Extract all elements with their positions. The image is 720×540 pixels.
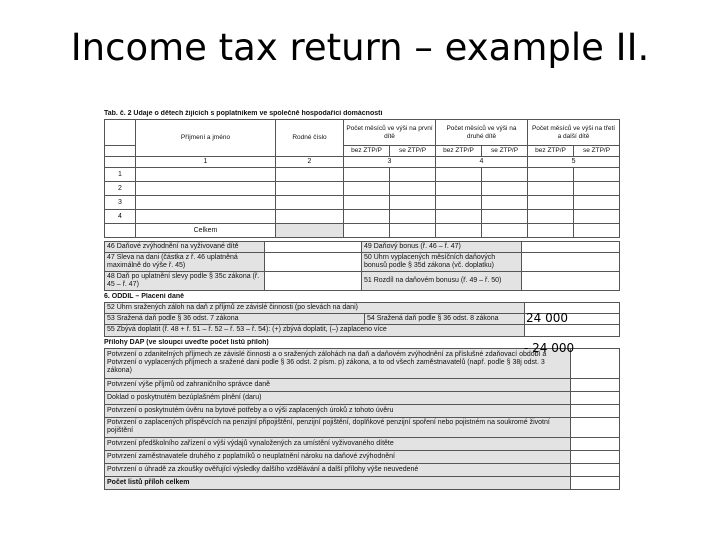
- with-ztp-header: se ZTP/P: [482, 146, 528, 157]
- attachment-count-cell[interactable]: [571, 378, 620, 391]
- children-table-caption: Tab. č. 2 Údaje o dětech žijících s poplatníkem ve společně hospodařící domácnosti: [104, 110, 383, 117]
- column-number: 3: [344, 157, 436, 168]
- line-50-label: 50 Úhrn vyplacených měsíčních daňových bonusů podle § 35d zákona (vč. doplatku): [362, 253, 522, 272]
- attachment-count-cell[interactable]: [571, 417, 620, 437]
- second-child-header: Počet měsíců ve výši na druhé dítě: [436, 120, 528, 146]
- month-count-cell[interactable]: [482, 210, 528, 224]
- column-number: 4: [436, 157, 528, 168]
- total-cell[interactable]: [482, 224, 528, 238]
- attachment-item: Doklad o poskytnutém bezúplašném plnění (daru): [105, 391, 571, 404]
- attachment-item: Potvrzení o poskytnutém úvěru na bytové potřeby a o výši zaplacených úroků z tohoto úvěru: [105, 404, 571, 417]
- attachment-item: Potvrzení zaměstnavatele druhého z poplatníků o neuplatnění nároku na daňové zvýhodnění: [105, 450, 571, 463]
- line-46-label: 46 Daňové zvýhodnění na vyživované dítě: [105, 242, 265, 253]
- month-count-cell[interactable]: [574, 210, 620, 224]
- birth-number-cell[interactable]: [276, 196, 344, 210]
- month-count-cell[interactable]: [436, 182, 482, 196]
- month-count-cell[interactable]: [344, 168, 390, 182]
- month-count-cell[interactable]: [574, 168, 620, 182]
- attachment-count-cell[interactable]: [571, 437, 620, 450]
- attachments-title: Přílohy DAP (ve sloupci uveďte počet listů příloh): [104, 338, 269, 346]
- month-count-cell[interactable]: [344, 182, 390, 196]
- attachments-table: [104, 348, 620, 490]
- month-count-cell[interactable]: [344, 210, 390, 224]
- total-cell[interactable]: [436, 224, 482, 238]
- attachment-item: Potvrzení o zaplacených příspěvcích na penzijní připojištění, penzijní pojištění, doplňkové penzijní spoření nebo pojistném na soukromé životní pojištění: [105, 417, 571, 437]
- blank-cell: [105, 146, 136, 157]
- attachment-count-cell[interactable]: [571, 463, 620, 476]
- month-count-cell[interactable]: [436, 196, 482, 210]
- without-ztp-header: bez ZTP/P: [436, 146, 482, 157]
- month-count-cell[interactable]: [528, 196, 574, 210]
- slide-title: Income tax return – example II.: [70, 26, 650, 69]
- birth-number-cell[interactable]: [276, 182, 344, 196]
- with-ztp-header: se ZTP/P: [390, 146, 436, 157]
- child-tax-lines: [104, 241, 620, 291]
- total-cell[interactable]: [528, 224, 574, 238]
- line-47-value[interactable]: [265, 253, 362, 272]
- attachment-item: Potvrzení výše příjmů od zahraničního správce daně: [105, 378, 571, 391]
- row-number: 3: [105, 196, 136, 210]
- line-48-label: 48 Daň po uplatnění slevy podle § 35c zákona (ř. 45 – ř. 47): [105, 272, 265, 291]
- month-count-cell[interactable]: [344, 196, 390, 210]
- column-number: 2: [276, 157, 344, 168]
- month-count-cell[interactable]: [528, 168, 574, 182]
- attachment-item: Potvrzení o zdanitelných příjmech ze závislé činnosti a o sražených zálohách na daň a daňovém zvýhodnění za příslušné zdaňovací období a Potvrzení o vyplacených příjmech a sražené dani podle § 36 odst. 2 písm. p) zákona, a to od všech zaměstnavatelů (např. podle § 38j odst. 3 zákona): [105, 348, 571, 378]
- line-54-label: 54 Sražená daň podle § 36 odst. 8 zákona: [365, 314, 525, 325]
- shaded-cell: [276, 224, 344, 238]
- attachment-count-cell[interactable]: [571, 404, 620, 417]
- month-count-cell[interactable]: [574, 196, 620, 210]
- section-6-title: 6. ODDÍL – Placení daně: [104, 293, 185, 301]
- line-55-value[interactable]: [525, 325, 620, 336]
- attachment-count-cell[interactable]: [571, 450, 620, 463]
- third-child-header: Počet měsíců ve výši na třetí a další dítě: [528, 120, 620, 146]
- month-count-cell[interactable]: [482, 196, 528, 210]
- row-number: 2: [105, 182, 136, 196]
- attachment-item: Potvrzení o úhradě za zkoušky ověřující výsledky dalšího vzdělávání a další přílohy výše neuvedené: [105, 463, 571, 476]
- tax-form-excerpt: [104, 108, 619, 490]
- attachment-count-cell[interactable]: [571, 391, 620, 404]
- month-count-cell[interactable]: [436, 168, 482, 182]
- birth-number-cell[interactable]: [276, 210, 344, 224]
- child-name-cell[interactable]: [136, 182, 276, 196]
- line-49-value[interactable]: [522, 242, 620, 253]
- month-count-cell[interactable]: [482, 182, 528, 196]
- child-name-cell[interactable]: [136, 196, 276, 210]
- blank-cell: [105, 224, 136, 238]
- first-child-header: Počet měsíců ve výši na první dítě: [344, 120, 436, 146]
- column-number: 5: [528, 157, 620, 168]
- blank-cell: [105, 157, 136, 168]
- without-ztp-header: bez ZTP/P: [528, 146, 574, 157]
- birth-number-header: Rodné číslo: [276, 120, 344, 157]
- row-number-header: [105, 120, 136, 146]
- row-number: 1: [105, 168, 136, 182]
- month-count-cell[interactable]: [574, 182, 620, 196]
- with-ztp-header: se ZTP/P: [574, 146, 620, 157]
- line-47-label: 47 Sleva na dani (částka z ř. 46 uplatněná maximálně do výše ř. 45): [105, 253, 265, 272]
- line-52-label: 52 Úhrn sražených záloh na daň z příjmů ze závislé činnosti (po slevách na dani): [105, 303, 525, 314]
- line-55-label: 55 Zbývá doplatit (ř. 48 + ř. 51 – ř. 52 – ř. 53 – ř. 54): (+) zbývá doplatit, (–) zaplaceno více: [105, 325, 525, 336]
- line-49-label: 49 Daňový bonus (ř. 46 – ř. 47): [362, 242, 522, 253]
- line-51-value[interactable]: [522, 272, 620, 291]
- month-count-cell[interactable]: [482, 168, 528, 182]
- total-label: Celkem: [136, 224, 276, 238]
- name-header: Příjmení a jméno: [136, 120, 276, 157]
- total-cell[interactable]: [344, 224, 390, 238]
- line-51-label: 51 Rozdíl na daňovém bonusu (ř. 49 – ř. 50): [362, 272, 522, 291]
- birth-number-cell[interactable]: [276, 168, 344, 182]
- line-46-value[interactable]: [265, 242, 362, 253]
- month-count-cell[interactable]: [528, 210, 574, 224]
- month-count-cell[interactable]: [436, 210, 482, 224]
- attachment-item: Potvrzení předškolního zařízení o výši výdajů vynaložených za umístění vyživovaného dítěte: [105, 437, 571, 450]
- month-count-cell[interactable]: [390, 196, 436, 210]
- total-cell[interactable]: [390, 224, 436, 238]
- children-table: [104, 119, 620, 238]
- month-count-cell[interactable]: [528, 182, 574, 196]
- without-ztp-header: bez ZTP/P: [344, 146, 390, 157]
- line-50-value[interactable]: [522, 253, 620, 272]
- month-count-cell[interactable]: [390, 182, 436, 196]
- attachment-count-cell[interactable]: [571, 348, 620, 378]
- attachment-count-cell[interactable]: [571, 476, 620, 489]
- child-name-cell[interactable]: [136, 168, 276, 182]
- attachment-total-label: Počet listů příloh celkem: [105, 476, 571, 489]
- child-name-cell[interactable]: [136, 210, 276, 224]
- line-52-amount: 24 000: [526, 311, 568, 325]
- line-55-amount: - 24 000: [524, 341, 575, 355]
- line-53-label: 53 Sražená daň podle § 36 odst. 7 zákona: [105, 314, 365, 325]
- column-number: 1: [136, 157, 276, 168]
- month-count-cell[interactable]: [390, 210, 436, 224]
- month-count-cell[interactable]: [390, 168, 436, 182]
- total-cell[interactable]: [574, 224, 620, 238]
- row-number: 4: [105, 210, 136, 224]
- line-48-value[interactable]: [265, 272, 362, 291]
